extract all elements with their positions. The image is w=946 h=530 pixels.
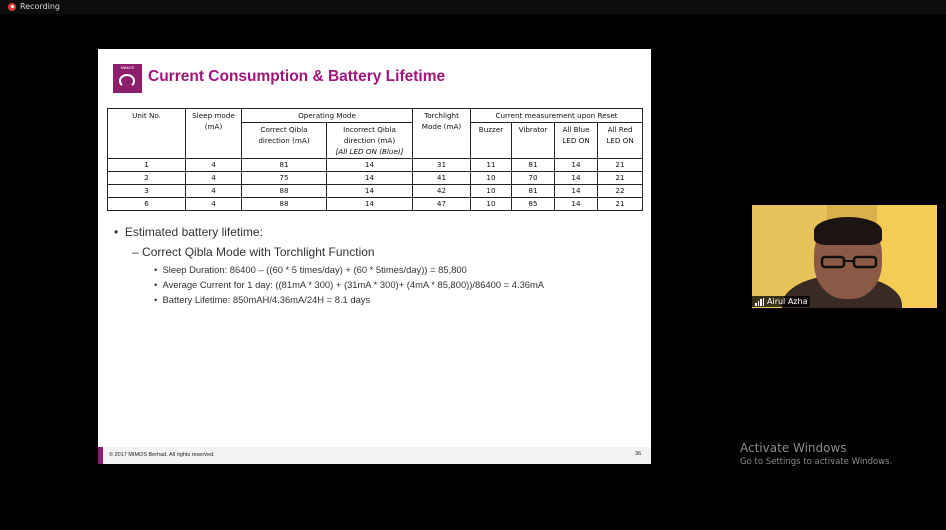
table-cell: 4 bbox=[186, 198, 242, 211]
table-cell: 4 bbox=[186, 159, 242, 172]
bullet-dot: • bbox=[154, 264, 158, 275]
table-cell: 14 bbox=[555, 172, 598, 185]
bullet-dot: • bbox=[114, 225, 119, 239]
participant-name: Airul Azha bbox=[767, 297, 808, 306]
sub-bullet-average-current bbox=[154, 279, 544, 290]
bullet-text: Battery Lifetime: 850mAH/4.36mA/24H = 8.1 days bbox=[162, 294, 371, 305]
table-cell: 14 bbox=[327, 172, 413, 185]
table-cell: 14 bbox=[555, 185, 598, 198]
table-cell: 88 bbox=[242, 185, 327, 198]
table-cell: 70 bbox=[512, 172, 555, 185]
table-cell: 81 bbox=[512, 159, 555, 172]
table-cell: 81 bbox=[512, 185, 555, 198]
footer-accent bbox=[98, 447, 103, 464]
glasses-shape bbox=[820, 255, 878, 269]
sub-bullet-battery-lifetime bbox=[154, 294, 370, 305]
footer-copyright: © 2017 MIMOS Berhad. All rights reserved. bbox=[109, 452, 215, 458]
recording-indicator[interactable] bbox=[8, 2, 60, 11]
header-current-upon-reset: Current measurement upon Reset bbox=[471, 109, 643, 123]
table-cell: 31 bbox=[413, 159, 471, 172]
bullet-text: Estimated battery lifetime: bbox=[124, 225, 263, 239]
activate-windows-watermark bbox=[740, 441, 892, 467]
header-sleep-mode-label: Sleep mode bbox=[192, 111, 235, 120]
table-cell: 10 bbox=[471, 172, 512, 185]
current-table bbox=[107, 108, 643, 211]
bullet-estimated-lifetime bbox=[114, 225, 263, 239]
bullet-text: Average Current for 1 day: ((81mA * 300) + (31mA * 300)+ (4mA * 85,800))/86400 = 4.36mA bbox=[162, 279, 545, 290]
table-cell: 85 bbox=[512, 198, 555, 211]
participant-video[interactable] bbox=[752, 205, 937, 308]
bullet-text: Correct Qibla Mode with Torchlight Function bbox=[142, 245, 375, 259]
table-row bbox=[108, 159, 643, 172]
watermark-line2: Go to Settings to activate Windows. bbox=[740, 457, 893, 467]
table-cell: 41 bbox=[413, 172, 471, 185]
header-sleep-mode-unit: (mA) bbox=[204, 122, 223, 131]
table-row bbox=[108, 198, 643, 211]
recording-label: Recording bbox=[20, 2, 61, 11]
table-cell: 11 bbox=[471, 159, 512, 172]
table-cell: 14 bbox=[327, 198, 413, 211]
table-cell: 14 bbox=[327, 185, 413, 198]
top-bar bbox=[0, 0, 946, 14]
signal-icon bbox=[755, 298, 764, 306]
table-cell: 14 bbox=[555, 159, 598, 172]
record-icon bbox=[8, 3, 16, 11]
participant-name-tag bbox=[752, 296, 810, 307]
table-cell: 47 bbox=[413, 198, 471, 211]
table-cell: 14 bbox=[327, 159, 413, 172]
bullet-correct-qibla-mode bbox=[132, 245, 375, 259]
table-row bbox=[108, 172, 643, 185]
table-cell: 21 bbox=[598, 198, 643, 211]
header-operating-mode: Operating Mode bbox=[242, 109, 413, 123]
table-cell: 1 bbox=[108, 159, 186, 172]
mimos-logo bbox=[113, 64, 142, 93]
table-cell: 88 bbox=[242, 198, 327, 211]
table-cell: 3 bbox=[108, 185, 186, 198]
table-cell: 10 bbox=[471, 185, 512, 198]
table-cell: 4 bbox=[186, 185, 242, 198]
header-buzzer: Buzzer bbox=[471, 123, 512, 159]
bullet-dot: • bbox=[154, 279, 158, 290]
header-unit-no: Unit No. bbox=[108, 109, 186, 159]
table-cell: 10 bbox=[471, 198, 512, 211]
table-cell: 14 bbox=[555, 198, 598, 211]
table-cell: 21 bbox=[598, 159, 643, 172]
sub-bullet-sleep-duration bbox=[154, 264, 467, 275]
header-correct-qibla: Correct Qibla direction (mA) bbox=[242, 123, 327, 159]
header-incorrect-note: [All LED ON (Blue)] bbox=[335, 147, 404, 156]
bullet-text: Sleep Duration: 86400 – ((60 * 5 times/day) + (60 * 5times/day)) = 85,800 bbox=[162, 264, 467, 275]
header-incorrect-qibla-label: Incorrect Qibla direction (mA) bbox=[343, 125, 396, 145]
table-cell: 2 bbox=[108, 172, 186, 185]
presentation-slide bbox=[98, 49, 651, 464]
bullet-dot: • bbox=[154, 294, 158, 305]
table-cell: 4 bbox=[186, 172, 242, 185]
watermark-line1: Activate Windows bbox=[740, 441, 847, 455]
header-vibrator: Vibrator bbox=[512, 123, 555, 159]
header-sleep-mode bbox=[186, 109, 242, 159]
table-cell: 42 bbox=[413, 185, 471, 198]
table-cell: 22 bbox=[598, 185, 643, 198]
slide-title: Current Consumption & Battery Lifetime bbox=[148, 68, 446, 85]
logo-text: MIMOS bbox=[120, 65, 135, 70]
table-cell: 75 bbox=[242, 172, 327, 185]
header-all-blue: All Blue LED ON bbox=[555, 123, 598, 159]
header-all-red: All Red LED ON bbox=[598, 123, 643, 159]
bullet-dash: – bbox=[132, 245, 139, 259]
table-cell: 21 bbox=[598, 172, 643, 185]
table-row bbox=[108, 185, 643, 198]
table-cell: 6 bbox=[108, 198, 186, 211]
table-cell: 81 bbox=[242, 159, 327, 172]
header-torchlight: Torchlight Mode (mA) bbox=[413, 109, 471, 159]
header-incorrect-qibla bbox=[327, 123, 413, 159]
slide-page-number: 36 bbox=[635, 451, 642, 457]
